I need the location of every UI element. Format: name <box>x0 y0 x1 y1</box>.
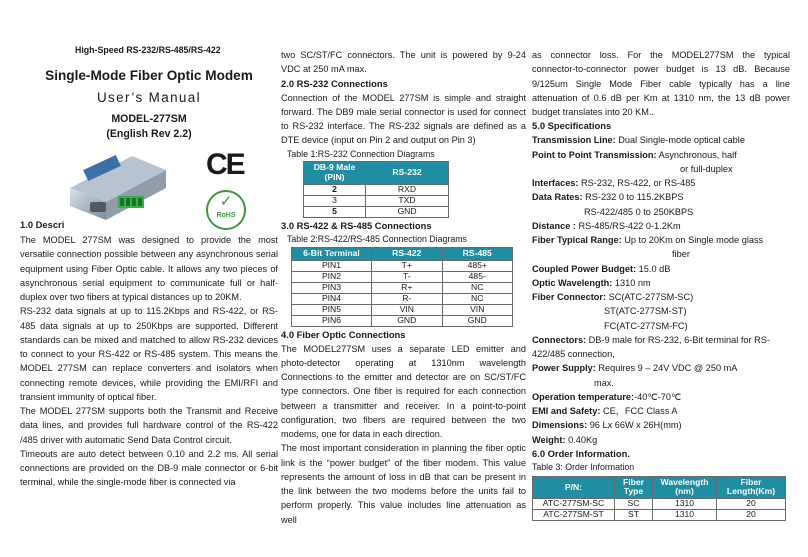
table-cell: PIN3 <box>292 282 372 293</box>
header-line: High-Speed RS-232/RS-485/RS-422 <box>75 45 221 55</box>
section-title-description: 1.0 Descri <box>20 219 65 230</box>
table3-caption: Table 3: Order Information <box>532 461 635 472</box>
spec-wavelength: Optic Wavelength: 1310 nm <box>532 277 651 288</box>
section-title-specs: 5.0 Specifications <box>532 120 612 132</box>
table-cell: 5 <box>304 206 366 217</box>
table-row <box>292 304 513 315</box>
spec-weight: Weight: 0.40Kg <box>532 434 598 445</box>
spec-fiber-connector-fc: FC(ATC-277SM-FC) <box>604 320 688 331</box>
table-cell: PIN2 <box>292 271 372 282</box>
spec-interfaces: Interfaces: RS-232, RS-422, or RS-485 <box>532 178 696 189</box>
table-row <box>304 195 449 206</box>
table-cell: 3 <box>304 195 366 206</box>
spec-dimensions: Dimensions: 96 Lx 66W x 26H(mm) <box>532 420 682 431</box>
table1-header: RS-232 <box>366 162 449 185</box>
description-para-2: RS-232 data signals at up to 115.2Kbps and RS-422, or RS-485 data signals at up to 250Kbps are supported. Different standards can be mixed and matched to allow RS-232 devices to connect to your RS-422 or RS-485 system. This means the MODEL 277SM can replace converters and isolators when connecting remote devices, while providing the EMI/RFI and transient immunity of optical fiber. <box>20 306 278 402</box>
checkmark-icon: ✓ <box>219 193 233 210</box>
table-cell: SC <box>615 499 653 510</box>
spec-fiber-range: Fiber Typical Range: Up to 20Km on Single mode glass <box>532 235 764 246</box>
description-para-1: The MODEL 277SM was designed to provide the most versatile connection possible between any asynchronous serial equipment using Fiber Optic cable. It allows any two pieces of asynchronous serial equipment to communicate full or half-duplex over two fibers at typical distances up to 20KM. <box>20 235 278 302</box>
table-cell: 1310 <box>653 510 717 521</box>
table-cell: T- <box>372 271 443 282</box>
spec-connectors: Connectors: DB-9 male for RS-232, 6-Bit terminal for RS-422/485 connection, <box>532 334 770 360</box>
rs232-para: Connection of the MODEL 277SM is simple and straight forward. The DB9 male serial connector is used for connect to RS-232 interface. The RS-232 signals are defined as a DTE device (input on Pin 2 and output on Pin 3) <box>281 92 526 146</box>
table-row <box>292 293 513 304</box>
table1-caption: Table 1:RS-232 Connection Diagrams <box>287 148 435 159</box>
table-cell: PIN1 <box>292 260 372 271</box>
table3-header: Wavelength (nm) <box>653 476 717 499</box>
table-cell: PIN4 <box>292 293 372 304</box>
table-cell: GND <box>372 315 443 326</box>
table-row <box>533 499 786 510</box>
table-cell: ATC-277SM-ST <box>533 510 615 521</box>
ce-mark: CE <box>206 148 244 181</box>
description-para-4: Timeouts are auto detect between 0.10 and 2.2 ms. All serial connections are provided on the DB-9 male connector or 6-bit terminal, while the single-mode fiber is connected via <box>20 448 278 488</box>
section-title-fiber: 4.0 Fiber Optic Connections <box>281 328 406 340</box>
doc-subtitle: User’s Manual <box>96 90 202 105</box>
table-cell: 485+ <box>442 260 513 271</box>
table-cell: T+ <box>372 260 443 271</box>
rs485-table <box>291 247 513 327</box>
table-row <box>292 271 513 282</box>
model-number: MODEL-277SM <box>111 113 187 125</box>
product-image <box>62 140 172 230</box>
table-cell: PIN5 <box>292 304 372 315</box>
table-cell: 20 <box>717 499 786 510</box>
table-row <box>292 315 513 326</box>
table2-caption: Table 2:RS-422/RS-485 Connection Diagrams <box>287 234 467 245</box>
table-cell: R+ <box>372 282 443 293</box>
power-para: two SC/ST/FC connectors. The unit is powered by 9-24 VDC at 250 mA max. <box>281 50 526 75</box>
spec-data-rates: Data Rates: RS-232 0 to 115.2KBPS <box>532 192 684 203</box>
table-cell: VIN <box>372 304 443 315</box>
section-title-rs485: 3.0 RS-422 & RS-485 Connections <box>281 219 432 231</box>
table3-header: Fiber Type <box>615 476 653 499</box>
spec-power-supply-cont: max. <box>594 377 614 388</box>
spec-power-supply: Power Supply: Requires 9 – 24V VDC @ 250 mA <box>532 363 738 374</box>
table2-header: 6-Bit Terminal <box>292 247 372 260</box>
table-row <box>304 184 449 195</box>
spec-power-budget: Coupled Power Budget: 15.0 dB <box>532 263 671 274</box>
table-row <box>533 510 786 521</box>
spec-distance: Distance : RS-485/RS-422 0-1.2Km <box>532 220 681 231</box>
table-cell: 2 <box>304 184 366 195</box>
section-title-order: 6.0 Order Information. <box>532 447 630 459</box>
table1-header: DB-9 Male (PIN) <box>304 162 366 185</box>
table-cell: ATC-277SM-SC <box>533 499 615 510</box>
spec-data-rates-cont: RS-422/485 0 to 250KBPS <box>584 206 694 217</box>
fiber-para-1: The MODEL277SM uses a separate LED emitter and photo-detector operating at 1310nm wavelength Connections to the emitter and detector are on SC/ST/FC type connectors. One fiber is required for each connection between a transmitter and receiver. In a point-to-point configuration, two fibers are required between the two modems, one for data in each direction. <box>281 343 526 440</box>
table3-header: P/N: <box>533 476 615 499</box>
table-cell: TXD <box>366 195 449 206</box>
table-cell: NC <box>442 282 513 293</box>
table-row <box>304 206 449 217</box>
rohs-badge <box>206 190 246 230</box>
table-cell: GND <box>442 315 513 326</box>
table2-header: RS-485 <box>442 247 513 260</box>
order-table <box>532 476 786 522</box>
rs232-table <box>303 161 449 218</box>
table-row <box>292 282 513 293</box>
table-cell: RXD <box>366 184 449 195</box>
table-cell: VIN <box>442 304 513 315</box>
table-cell: NC <box>442 293 513 304</box>
table-row <box>292 260 513 271</box>
table2-header: RS-422 <box>372 247 443 260</box>
table-cell: ST <box>615 510 653 521</box>
budget-para: as connector loss. For the MODEL277SM the typical connector-to-connector power budget is 13 dB. Because 9/125um Single Mode Fiber cable typically has a line attenuation of 0.6 dB per Km at 1310 nm, the 13 dB power budget translates into 20 KM.. <box>532 50 790 117</box>
spec-point-to-point-cont: or full-duplex <box>680 163 733 174</box>
spec-fiber-connector: Fiber Connector: SC(ATC-277SM-SC) <box>532 292 694 303</box>
section-title-rs232: 2.0 RS-232 Connections <box>281 77 388 89</box>
revision: (English Rev 2.2) <box>106 128 192 140</box>
table-cell: 485- <box>442 271 513 282</box>
table-cell: 1310 <box>653 499 717 510</box>
doc-title: Single-Mode Fiber Optic Modem <box>45 68 253 83</box>
description-para-3: The MODEL 277SM supports both the Transmit and Receive data lines, and provides full hardware control of the RS-422 /485 driver with automatic Send Data Control circuit. <box>20 406 278 445</box>
spec-transmission-line: Transmission Line: Dual Single-mode optical cable <box>532 135 745 146</box>
spec-fiber-range-cont: fiber <box>672 249 690 260</box>
table-cell: PIN6 <box>292 315 372 326</box>
table-cell: R- <box>372 293 443 304</box>
spec-operation-temp: Operation temperature:-40℃-70℃ <box>532 391 682 402</box>
spec-point-to-point: Point to Point Transmission: Asynchronous, half <box>532 149 737 160</box>
table-cell: 20 <box>717 510 786 521</box>
rohs-label: RoHS <box>216 212 236 219</box>
spec-fiber-connector-st: ST(ATC-277SM-ST) <box>604 306 687 317</box>
table3-header: Fiber Length(Km) <box>717 476 786 499</box>
spec-emi-safety: EMI and Safety: CE，FCC Class A <box>532 406 678 417</box>
table-cell: GND <box>366 206 449 217</box>
fiber-para-2: The most important consideration in planning the fiber optic link is the “power budget” of the fiber modem. This value represents the amount of loss in dB that can be present in the link between the two modems before the units fail to perform properly. This value includes line attenuation as well <box>281 443 526 525</box>
